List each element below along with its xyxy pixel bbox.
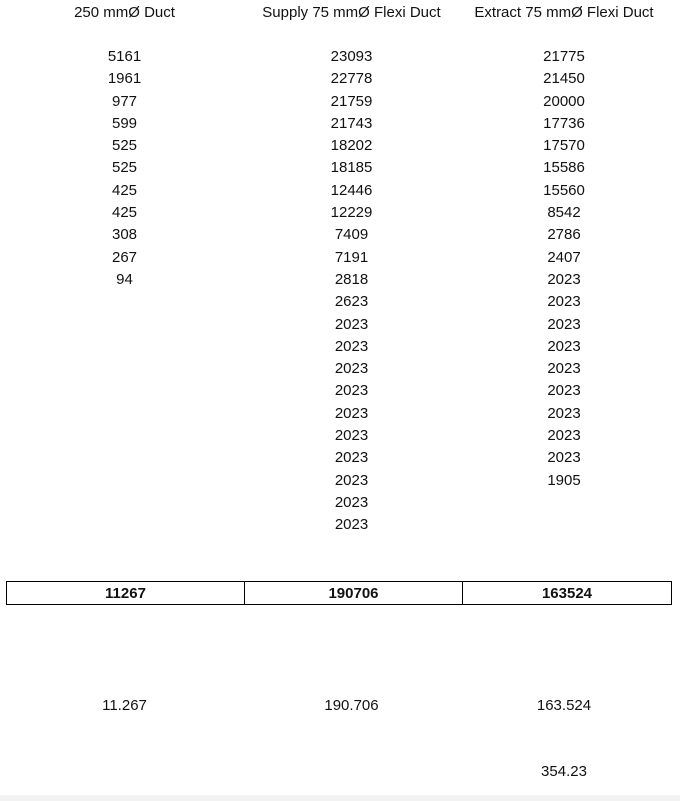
value-row: 2023 <box>334 471 369 489</box>
value-row: 8542 <box>547 204 581 222</box>
value-row: 2023 <box>547 337 581 355</box>
value-row: 94 <box>116 270 133 288</box>
value-row: 2023 <box>547 270 581 288</box>
value-row: 18185 <box>330 159 373 177</box>
value-row: 425 <box>111 181 138 199</box>
column-supply-flexi-duct <box>243 0 460 534</box>
value-row: 525 <box>111 137 138 155</box>
value-row: 267 <box>111 248 138 266</box>
value-row: 977 <box>111 92 138 110</box>
value-row: 2818 <box>334 270 369 288</box>
value-row: 21450 <box>543 70 585 88</box>
value-row: 12229 <box>330 204 373 222</box>
value-row: 2023 <box>334 360 369 378</box>
value-row: 2023 <box>334 427 369 445</box>
total-cell-extract: 163524 <box>463 582 672 605</box>
column-extract-flexi-duct <box>460 0 668 489</box>
value-list <box>460 46 668 492</box>
value-row: 2023 <box>334 382 369 400</box>
value-row: 599 <box>111 114 138 132</box>
value-row: 15560 <box>543 181 585 199</box>
value-row: 7409 <box>334 226 369 244</box>
value-row: 21775 <box>543 48 585 65</box>
value-row: 2023 <box>547 293 581 311</box>
value-row: 2023 <box>547 315 581 333</box>
value-row: 21759 <box>330 92 373 110</box>
value-row: 20000 <box>543 92 585 110</box>
decimal-total-supply: 190.706 <box>324 697 379 714</box>
value-row: 425 <box>111 204 138 222</box>
total-cell-250mm: 11267 <box>7 582 245 605</box>
value-row: 17736 <box>543 114 585 132</box>
value-row: 5161 <box>107 48 142 65</box>
total-cell-supply: 190706 <box>245 582 463 605</box>
value-row: 2786 <box>547 226 581 244</box>
value-row: 1905 <box>547 471 581 489</box>
value-row: 2023 <box>334 493 369 511</box>
value-row: 7191 <box>334 248 369 266</box>
value-row: 525 <box>111 159 138 177</box>
value-row: 2623 <box>334 293 369 311</box>
value-row: 22778 <box>330 70 373 88</box>
bottom-strip <box>0 795 680 801</box>
column-250mm-duct <box>6 0 243 288</box>
value-row: 2023 <box>334 449 369 467</box>
value-row: 2023 <box>547 360 581 378</box>
grand-total: 354.23 <box>541 763 587 780</box>
value-row: 2023 <box>547 427 581 445</box>
totals-table <box>6 581 672 605</box>
value-list <box>243 46 460 537</box>
value-row: 308 <box>111 226 138 244</box>
value-row: 12446 <box>330 181 373 199</box>
value-list <box>6 46 243 291</box>
value-row: 2023 <box>334 404 369 422</box>
value-row: 2023 <box>547 449 581 467</box>
value-row: 2023 <box>547 404 581 422</box>
column-header: 250 mmØ Duct <box>74 4 175 21</box>
decimal-total-250mm: 11.267 <box>102 697 147 714</box>
value-row: 18202 <box>330 137 373 155</box>
value-row: 21743 <box>330 114 373 132</box>
value-row: 2023 <box>334 337 369 355</box>
value-row: 2023 <box>334 315 369 333</box>
value-row: 1961 <box>107 70 142 88</box>
value-row: 2023 <box>334 516 369 534</box>
value-row: 15586 <box>543 159 585 177</box>
totals-row <box>7 582 672 605</box>
value-row: 17570 <box>543 137 585 155</box>
value-row: 2407 <box>547 248 581 266</box>
column-header: Extract 75 mmØ Flexi Duct <box>474 4 654 21</box>
decimal-total-extract: 163.524 <box>536 697 592 714</box>
value-row: 23093 <box>330 48 373 65</box>
column-header: Supply 75 mmØ Flexi Duct <box>262 4 441 21</box>
value-row: 2023 <box>547 382 581 400</box>
